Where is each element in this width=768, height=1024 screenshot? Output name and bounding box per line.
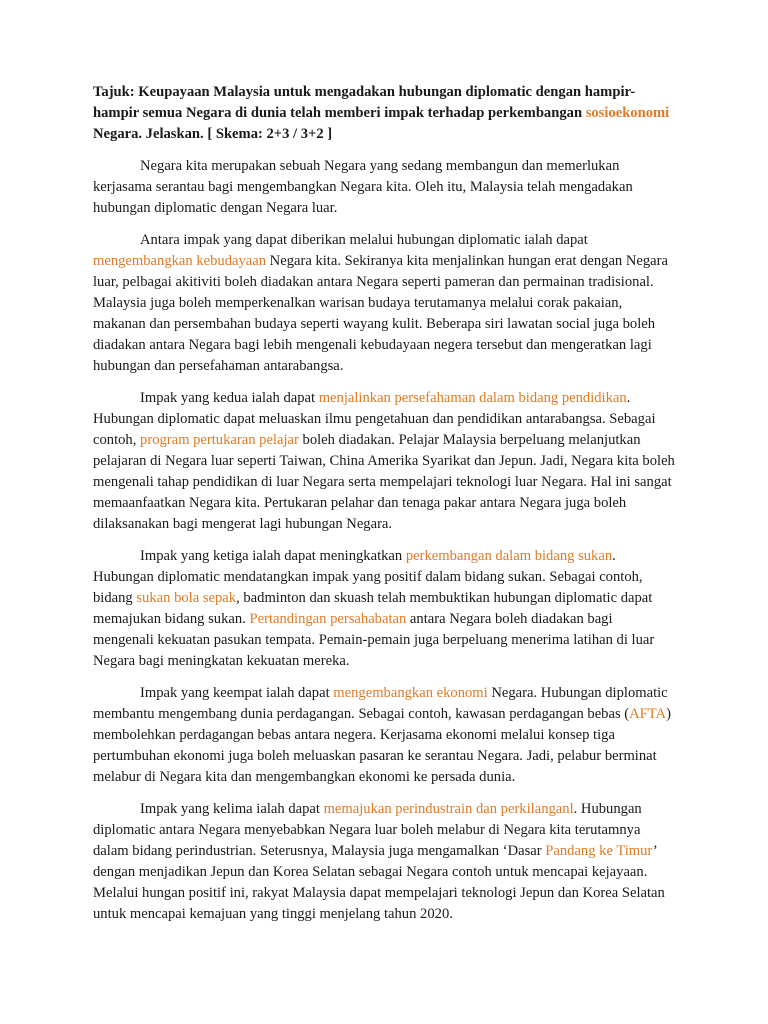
highlighted-phrase: Pertandingan persahabatan bbox=[249, 611, 407, 627]
highlighted-phrase: mengembangkan kebudayaan bbox=[93, 253, 267, 269]
paragraph-text: . Hubungan diplomatic antara Negara menyebabkan Negara luar boleh melabur di Negara kita terutamnya dalam bidang perindustrian. Seterusnya, Malaysia juga mengamalkan ‘Dasar bbox=[93, 801, 642, 859]
essay-paragraph bbox=[93, 230, 676, 377]
paragraph-text: Antara impak yang dapat diberikan melalui hubungan diplomatic ialah dapat bbox=[140, 232, 588, 248]
paragraph-text: . Hubungan diplomatic mendatangkan impak yang positif dalam bidang sukan. Sebagai contoh, bidang bbox=[93, 548, 643, 606]
paragraph-text: Impak yang kelima ialah dapat bbox=[140, 801, 324, 817]
highlighted-phrase: perkembangan dalam bidang sukan bbox=[405, 548, 613, 564]
paragraph-text: ’ dengan menjadikan Jepun dan Korea Selatan sebagai Negara contoh untuk mencapai kejayaan. Melalui hungan positif ini, rakyat Malaysia dapat mempelajari teknologi Jepun dan Korea Selatan untuk mencapai kemajuan yang tinggi menjelang tahun 2020. bbox=[93, 843, 665, 922]
essay-paragraph bbox=[93, 388, 676, 535]
highlighted-phrase: mengembangkan ekonomi bbox=[333, 685, 488, 701]
title-text-end: Negara. Jelaskan. [ Skema: 2+3 / 3+2 ] bbox=[93, 126, 333, 142]
paragraph-text: ) membolehkan perdagangan bebas antara negera. Kerjasama ekonomi melalui konsep tiga pertumbuhan ekonomi juga boleh meluaskan pasaran ke serantau Negara. Jadi, pelabur berminat melabur di Negara kita dan mengembangkan ekonomi ke persada dunia. bbox=[93, 706, 671, 785]
paragraph-text: Negara kita. Sekiranya kita menjalinkan hungan erat dengan Negara luar, pelbagai akitiviti boleh diadakan antara Negara seperti pameran dan permainan tradisional. Malaysia juga boleh memperkenalkan warisan budaya terutamanya melalui corak pakaian, makanan dan persembahan budaya seperti wayang kulit. Beberapa siri lawatan social juga boleh diadakan antara Negara bagi lebih mengenali kebudayaan negera tersebut dan mengeratkan lagi hubungan dan persefahaman antarabangsa. bbox=[93, 253, 669, 374]
highlighted-phrase: Pandang ke Timur bbox=[545, 843, 653, 859]
paragraph-text: Impak yang keempat ialah dapat bbox=[140, 685, 334, 701]
essay-body bbox=[93, 156, 676, 925]
title-highlight: sosioekonomi bbox=[585, 105, 670, 121]
paragraph-text: antara Negara boleh diadakan bagi mengenali kekuatan pasukan tempata. Pemain-pemain juga berpeluang menerima latihan di luar Negara bagi meningkatan kekuatan mereka. bbox=[93, 611, 655, 669]
highlighted-phrase: program pertukaran pelajar bbox=[140, 432, 299, 448]
essay-paragraph bbox=[93, 799, 676, 925]
highlighted-phrase: menjalinkan persefahaman dalam bidang pendidikan bbox=[318, 390, 627, 406]
highlighted-phrase: AFTA bbox=[629, 706, 667, 722]
highlighted-phrase: sukan bola sepak bbox=[136, 590, 237, 606]
paragraph-text: Negara kita merupakan sebuah Negara yang sedang membangun dan memerlukan kerjasama serantau bagi mengembangkan Negara kita. Oleh itu, Malaysia telah mengadakan hubungan diplomatic dengan Negara luar. bbox=[93, 158, 633, 216]
paragraph-text: , badminton dan skuash telah membuktikan hubungan diplomatic dapat memajukan bidang sukan. bbox=[93, 590, 653, 627]
paragraph-text: . Hubungan diplomatic dapat meluaskan ilmu pengetahuan dan pendidikan antarabangsa. Sebagai contoh, bbox=[93, 390, 656, 448]
title-text: Tajuk: Keupayaan Malaysia untuk mengadakan hubungan diplomatic dengan hampir-hampir semua Negara di dunia telah memberi impak terhadap perkembangan bbox=[93, 84, 636, 121]
paragraph-text: Impak yang kedua ialah dapat bbox=[140, 390, 319, 406]
paragraph-text: Negara. Hubungan diplomatic membantu mengembang dunia perdagangan. Sebagai contoh, kawasan perdagangan bebas ( bbox=[93, 685, 668, 722]
paragraph-text: Impak yang ketiga ialah dapat meningkatkan bbox=[140, 548, 406, 564]
highlighted-phrase: memajukan perindustrain dan perkilanganl bbox=[323, 801, 574, 817]
paragraph-text: boleh diadakan. Pelajar Malaysia berpeluang melanjutkan pelajaran di Negara luar seperti Taiwan, China Amerika Syarikat dan Jepun. Jadi, Negara kita boleh mengenali tahap pendidikan di luar Negara serta mempelajari teknologi luar Negara. Hal ini sangat memaanfaatkan Negara kita. Pertukaran pelahar dan tenaga pakar antara Negara juga boleh dilaksanakan bagi mengerat lagi hubungan Negara. bbox=[93, 432, 675, 532]
essay-title bbox=[93, 82, 676, 145]
essay-paragraph bbox=[93, 546, 676, 672]
essay-paragraph bbox=[93, 156, 676, 219]
essay-paragraph bbox=[93, 683, 676, 788]
